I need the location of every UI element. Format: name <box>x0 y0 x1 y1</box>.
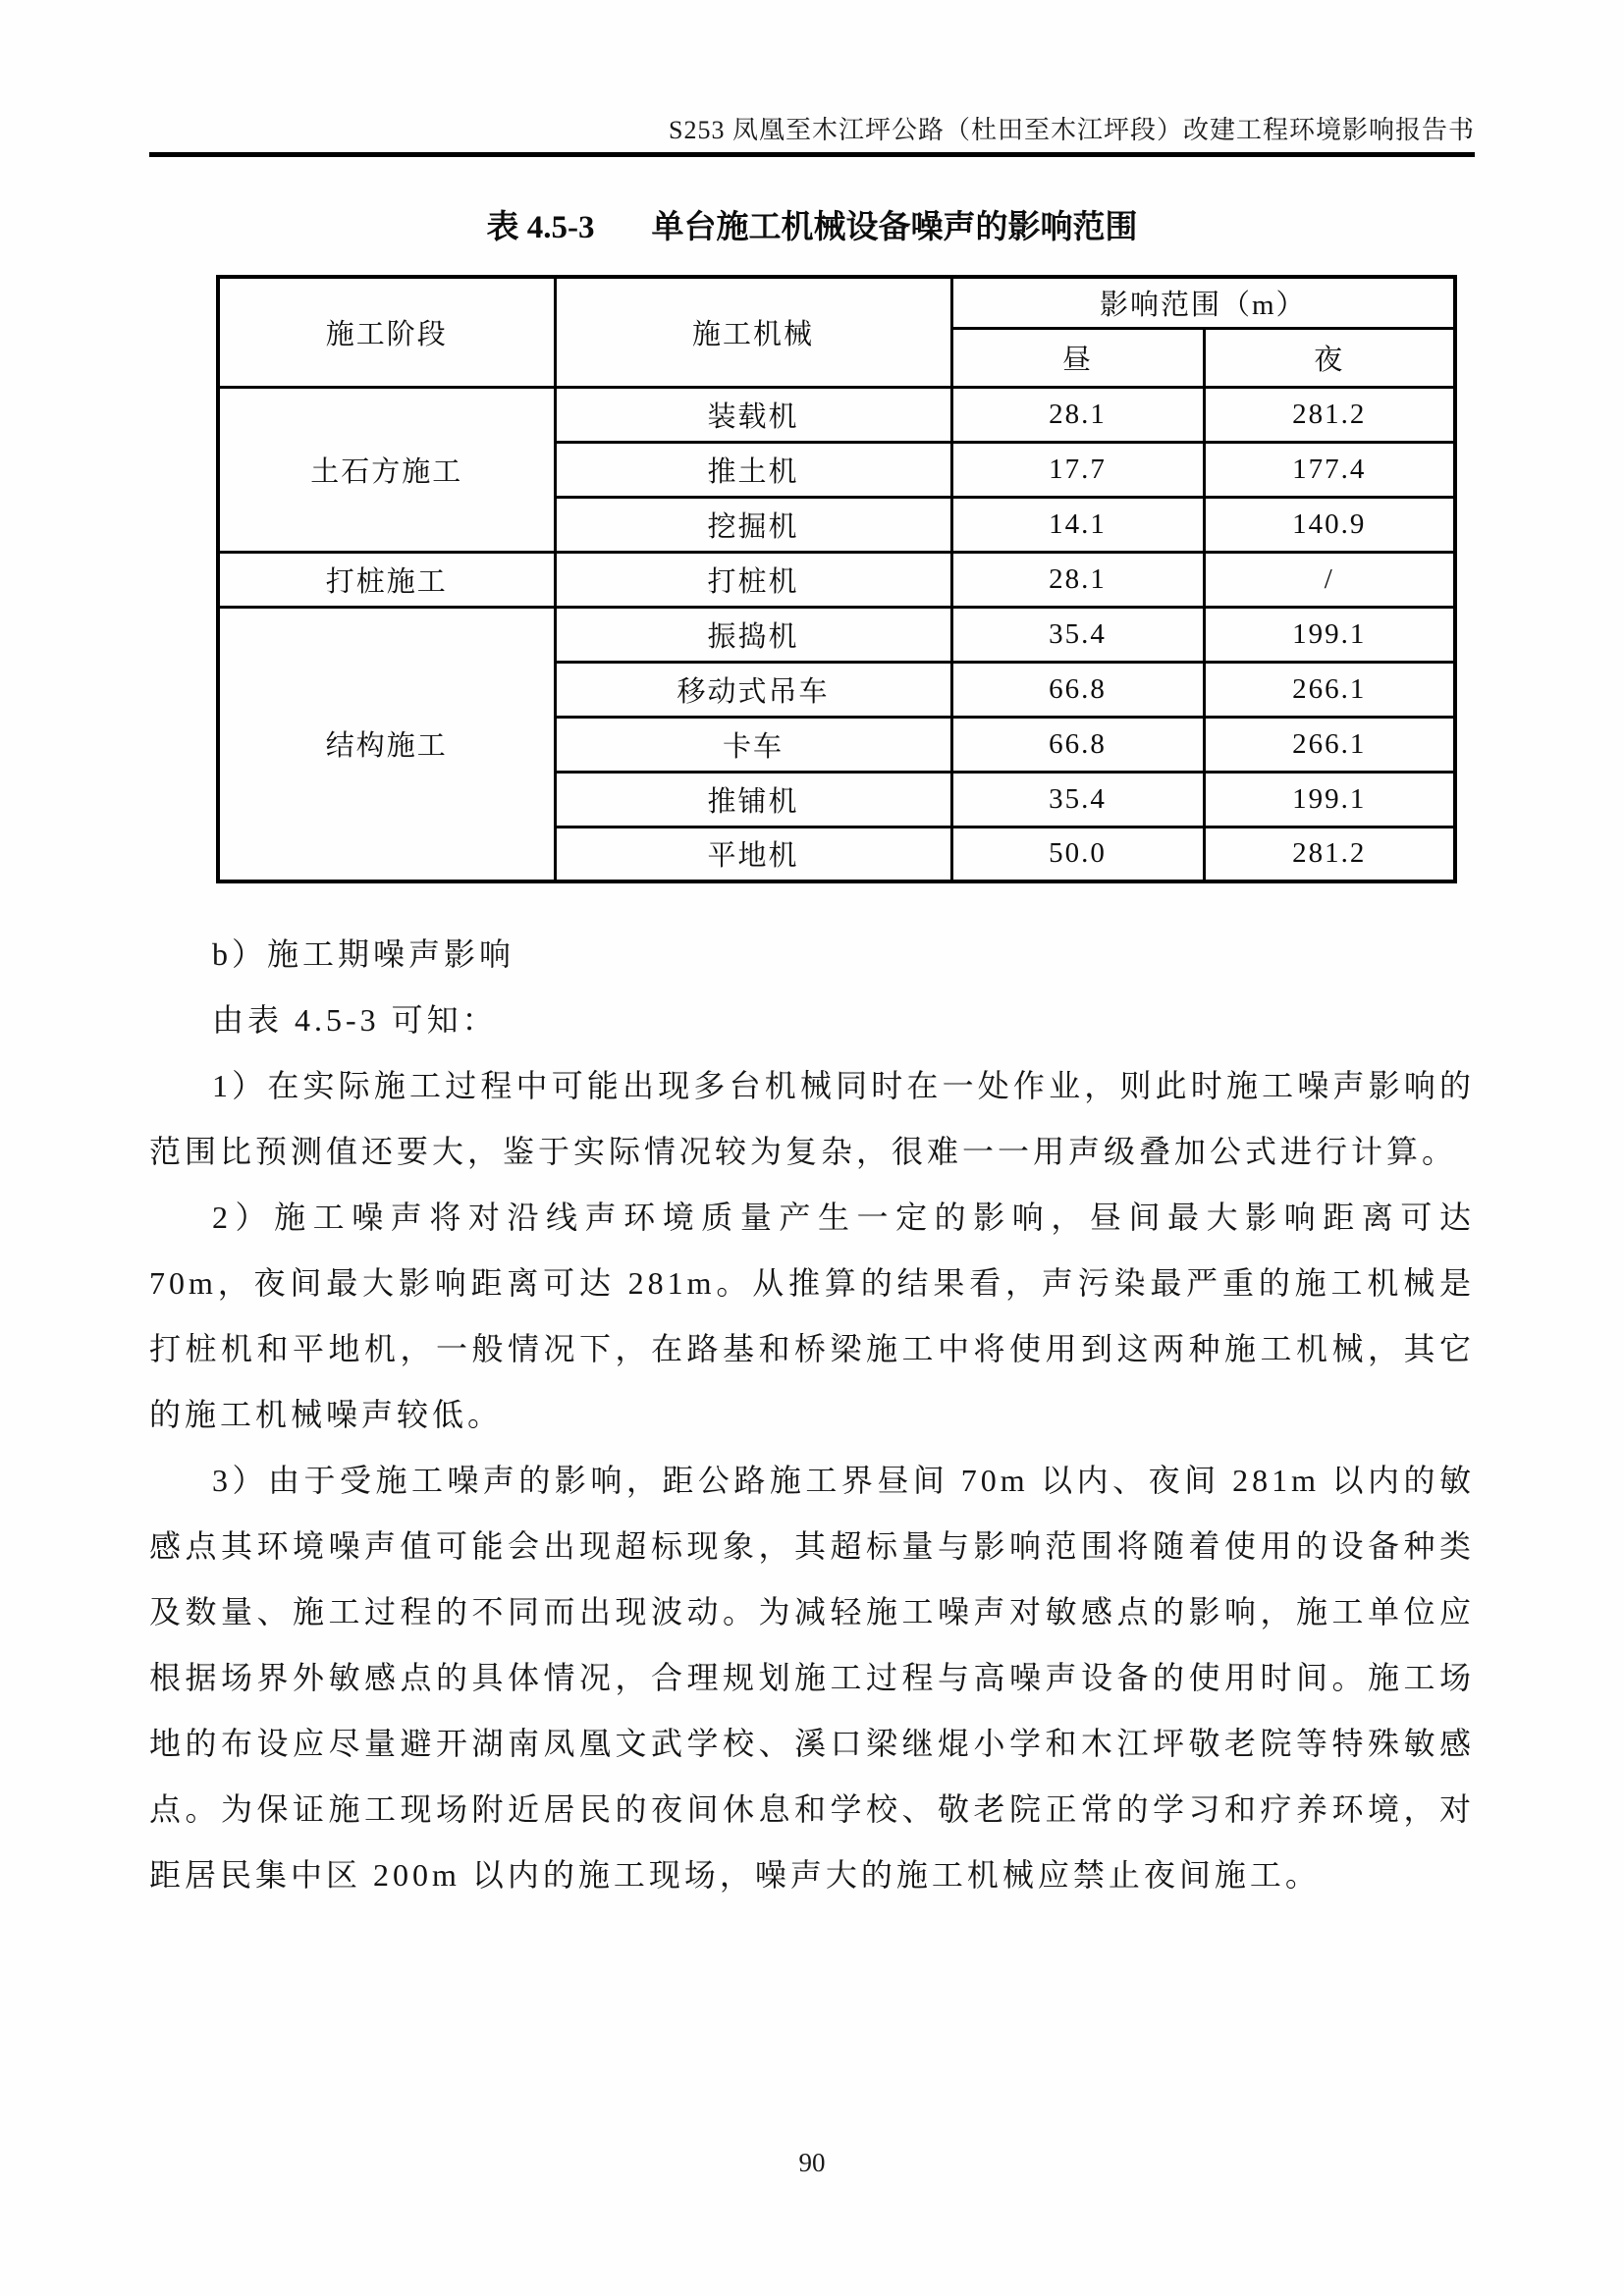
noise-impact-table <box>216 275 1457 883</box>
night-value-cell: 177.4 <box>1204 442 1455 497</box>
stage-cell: 土石方施工 <box>218 387 555 552</box>
day-value-cell: 66.8 <box>951 717 1204 772</box>
header-cell-machine: 施工机械 <box>555 277 951 387</box>
paragraph: 1）在实际施工过程中可能出现多台机械同时在一处作业，则此时施工噪声影响的范围比预测值还要大，鉴于实际情况较为复杂，很难一一用声级叠加公式进行计算。 <box>149 1068 1475 1169</box>
header-cell-day: 昼 <box>951 328 1204 387</box>
header-cell-range: 影响范围（m） <box>951 277 1455 328</box>
paragraph: 3）由于受施工噪声的影响，距公路施工界昼间 70m 以内、夜间 281m 以内的敏感点其环境噪声值可能会出现超标现象，其超标量与影响范围将随着使用的设备种类及数量、施工过程的不同而出现波动。为减轻施工噪声对敏感点的影响，施工单位应根据场界外敏感点的具体情况，合理规划施工过程与高噪声设备的使用时间。施工场地的布设应尽量避开湖南凤凰文武学校、溪口梁继焜小学和木江坪敬老院等特殊敏感点。为保证施工现场附近居民的夜间休息和学校、敬老院正常的学习和疗养环境，对距居民集中区 200m 以内的施工现场，噪声大的施工机械应禁止夜间施工。 <box>149 1463 1475 1893</box>
page-number: 90 <box>798 2148 826 2177</box>
day-value-cell: 14.1 <box>951 497 1204 552</box>
stage-cell: 结构施工 <box>218 607 555 881</box>
machine-cell: 平地机 <box>555 827 951 881</box>
night-value-cell: / <box>1204 552 1455 607</box>
paragraph: 由表 4.5-3 可知： <box>212 1002 498 1038</box>
table-row <box>218 387 1455 442</box>
table-header-row-1 <box>218 277 1455 328</box>
header-cell-night: 夜 <box>1204 328 1455 387</box>
machine-cell: 挖掘机 <box>555 497 951 552</box>
table-caption-title: 单台施工机械设备噪声的影响范围 <box>651 210 1138 245</box>
day-value-cell: 35.4 <box>951 607 1204 662</box>
night-value-cell: 281.2 <box>1204 387 1455 442</box>
paragraph: b）施工期噪声影响 <box>212 936 515 972</box>
day-value-cell: 50.0 <box>951 827 1204 881</box>
machine-cell: 装载机 <box>555 387 951 442</box>
machine-cell: 振捣机 <box>555 607 951 662</box>
machine-cell: 移动式吊车 <box>555 662 951 717</box>
header-cell-stage: 施工阶段 <box>218 277 555 387</box>
table-caption <box>149 201 1475 247</box>
night-value-cell: 281.2 <box>1204 827 1455 881</box>
night-value-cell: 140.9 <box>1204 497 1455 552</box>
day-value-cell: 35.4 <box>951 772 1204 827</box>
machine-cell: 推土机 <box>555 442 951 497</box>
running-header: S253 凤凰至木江坪公路（杜田至木江坪段）改建工程环境影响报告书 <box>149 0 1475 157</box>
night-value-cell: 199.1 <box>1204 772 1455 827</box>
day-value-cell: 28.1 <box>951 552 1204 607</box>
machine-cell: 打桩机 <box>555 552 951 607</box>
day-value-cell: 28.1 <box>951 387 1204 442</box>
machine-cell: 卡车 <box>555 717 951 772</box>
night-value-cell: 266.1 <box>1204 717 1455 772</box>
machine-cell: 推铺机 <box>555 772 951 827</box>
day-value-cell: 17.7 <box>951 442 1204 497</box>
night-value-cell: 266.1 <box>1204 662 1455 717</box>
day-value-cell: 66.8 <box>951 662 1204 717</box>
body-text <box>149 922 1475 1908</box>
page-content <box>149 0 1475 1908</box>
stage-cell: 打桩施工 <box>218 552 555 607</box>
table-row <box>218 607 1455 662</box>
table-row <box>218 552 1455 607</box>
table-caption-label: 表 4.5-3 <box>486 210 595 245</box>
paragraph: 2）施工噪声将对沿线声环境质量产生一定的影响，昼间最大影响距离可达 70m，夜间最大影响距离可达 281m。从推算的结果看，声污染最严重的施工机械是打桩机和平地机，一般情况下，在路基和桥梁施工中将使用到这两种施工机械，其它的施工机械噪声较低。 <box>149 1200 1475 1432</box>
night-value-cell: 199.1 <box>1204 607 1455 662</box>
